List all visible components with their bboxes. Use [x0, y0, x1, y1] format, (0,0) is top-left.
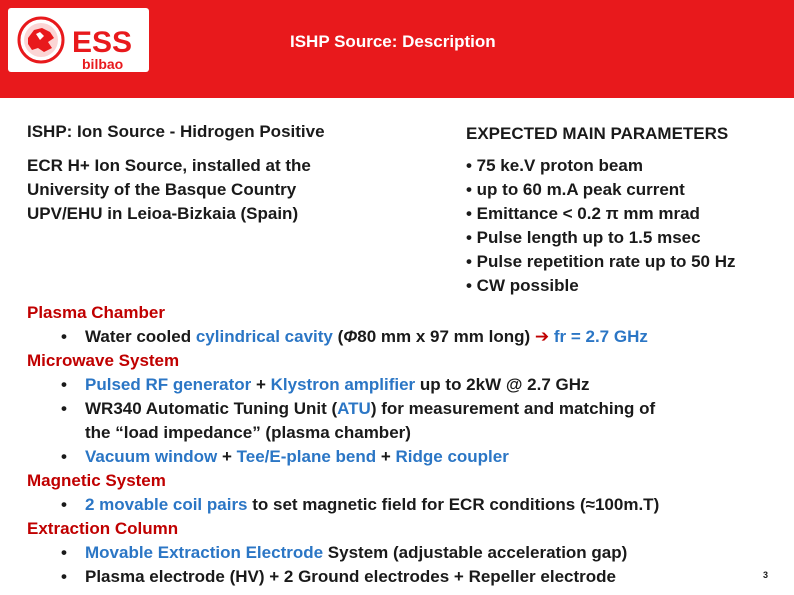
plasma-bullet-1: • Water cooled cylindrical cavity (Φ80 mm x 97 mm long) ➔ fr = 2.7 GHz: [61, 325, 648, 349]
param-item: • 75 ke.V proton beam: [466, 156, 643, 175]
param-item: • Pulse length up to 1.5 msec: [466, 228, 701, 247]
header-bar: [0, 0, 794, 98]
desc-line-1: ECR H+ Ion Source, installed at the: [27, 156, 311, 175]
arrow-right-icon: ➔: [534, 327, 550, 346]
bullet-dot: •: [61, 327, 67, 346]
microwave-bullet-3: • Vacuum window + Tee/E-plane bend + Ridge coupler: [61, 447, 509, 466]
params-heading: EXPECTED MAIN PARAMETERS: [466, 124, 729, 143]
microwave-bullet-2: • WR340 Automatic Tuning Unit (ATU) for measurement and matching of: [61, 399, 656, 418]
logo-graphic: [8, 8, 149, 72]
ishp-heading: ISHP: Ion Source - Hidrogen Positive: [27, 122, 325, 141]
microwave-bullet-1: • Pulsed RF generator + Klystron amplifier up to 2kW @ 2.7 GHz: [61, 375, 590, 394]
microwave-bullet-2-cont: the “load impedance” (plasma chamber): [85, 423, 411, 442]
param-item: • Emittance < 0.2 π mm mrad: [466, 204, 700, 223]
params-list: [466, 154, 736, 298]
section-title-magnetic: Magnetic System: [27, 471, 166, 490]
section-title-microwave: Microwave System: [27, 351, 180, 370]
param-item: • Pulse repetition rate up to 50 Hz: [466, 252, 736, 271]
page-title: ISHP Source: Description: [290, 32, 496, 51]
extraction-bullet-1: • Movable Extraction Electrode System (adjustable acceleration gap): [61, 543, 628, 562]
extraction-bullet-2: • Plasma electrode (HV) + 2 Ground electrodes + Repeller electrode: [61, 567, 616, 586]
param-item: • CW possible: [466, 276, 579, 295]
page-number: 3: [763, 570, 769, 580]
ess-bilbao-logo: [8, 8, 149, 72]
logo-subtext: bilbao: [82, 56, 124, 72]
desc-line-2: University of the Basque Country: [27, 180, 297, 199]
section-title-extraction: Extraction Column: [27, 519, 179, 538]
desc-line-3: UPV/EHU in Leioa-Bizkaia (Spain): [27, 204, 299, 223]
logo-text: ESS: [72, 26, 133, 59]
magnetic-bullet-1: • 2 movable coil pairs to set magnetic field for ECR conditions (≈100m.T): [61, 495, 660, 514]
section-title-plasma: Plasma Chamber: [27, 303, 165, 322]
param-item: • up to 60 m.A peak current: [466, 180, 685, 199]
